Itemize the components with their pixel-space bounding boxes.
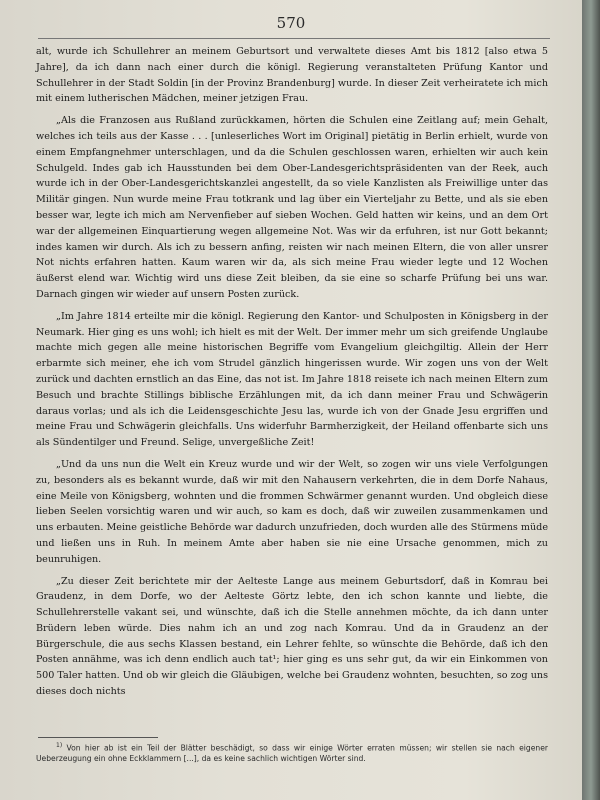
paragraph-3: „Im Jahre 1814 erteilte mir die königl. Regierung den Kantor- und Schulposten in Königsberg in der Neumark. Hier ging es uns wohl; ich hielt es mit der Welt. Der immer mehr um sich greifende Unglaube machte mich gegen alle meine historischen Begriffe vom Evangelium gleichgiltig. Allein der Herr erbarmte sich meiner, ehe ich vom Strudel gänzlich hingerissen wurde. Wir zogen uns von der Welt zurück und dachten ernstlich an das Eine, das not ist. Im Jahre 1818 reisete ich nach meinen Eltern zum Besuch und brachte Stillings biblische Erzählungen mit, da ich dann meiner Frau und Schwägerin daraus vorlas; und als ich die Leidensgeschichte Jesu las, wurde ich von der Gnade Jesu ergriffen und meine Frau und Schwägerin gleichfalls. Uns widerfuhr Barmherzigkeit, der Heiland offenbarte sich uns als Sündentilger und Freund. Selige, unvergeßliche Zeit!	[36, 310, 548, 449]
paragraph-2: „Als die Franzosen aus Rußland zurückkamen, hörten die Schulen eine Zeitlang auf; mein Gehalt, welches ich teils aus der Kasse . . . [unleserliches Wort im Original] pietätig in Berlin erhielt, wurde von einem Empfangnehmer unterschlagen, und da die Schulen geschlossen waren, erhielten wir auch kein Schulgeld. Indes gab ich Hausstunden bei dem Ober-Landesgerichtspräsidenten van der Reek, auch wurde ich in der Ober-Landesgerichtskanzlei angestellt, da so viele Kanzlisten als Freiwillige unter das Militär gingen. Nun wurde meine Frau totkrank und lag über ein Vierteljahr zu Bette, und als sie eben besser war, legte ich mich am Nervenfieber auf sieben Wochen. Geld hatten wir keins, und an dem Ort war der allgemeinen Einquartierung wegen allgemeine Not. Was wir da erfuhren, ist nur Gott bekannt; indes kamen wir durch. Als ich zu bessern anfing, reisten wir nach meinen Eltern, die von aller unsrer Not nichts erfahren hatten. Kaum waren wir da, als sich meine Frau wieder legte und 12 Wochen äußerst elend war. Wichtig wird uns diese Zeit bleiben, da sie eine so scharfe Prüfung bei uns war. Darnach gingen wir wieder auf unsern Posten zurück.	[36, 115, 548, 300]
body-text	[36, 44, 548, 706]
book-edge	[582, 0, 600, 800]
page-number: 570	[276, 14, 306, 32]
footnote-text: Von hier ab ist ein Teil der Blätter beschädigt, so dass wir einige Wörter erraten müssen; wir stellen sie nach eigener Ueberzeugung ein ohne Eckklammern [...], da es keine sachlich wichtigen Wörter sind.	[36, 743, 548, 763]
footnote-marker: 1)	[56, 742, 63, 749]
paragraph-5: „Zu dieser Zeit berichtete mir der Aelteste Lange aus meinem Geburtsdorf, daß in Komrau bei Graudenz, in dem Dorfe, wo der Aelteste Görtz lebte, den ich schon kannte und liebte, die Schullehrerstelle vakant sei, und wünschte, daß ich die Stelle annehmen möchte, da ich dann unter Brüdern leben würde. Dies nahm ich an und zog nach Komrau. Und da in Graudenz an der Bürgerschule, die aus sechs Klassen bestand, ein Lehrer fehlte, so wünschte die Behörde, daß ich den Posten annähme, was ich denn endlich auch tat¹; hier ging es uns sehr gut, da wir ein Einkommen von 500 Taler hatten. Und ob wir gleich die Gläubigen, welche bei Graudenz wohnten, besuchten, so zog uns dieses doch nichts	[36, 575, 548, 698]
footnote	[36, 741, 548, 764]
header-rule	[38, 38, 550, 39]
paragraph-1: alt, wurde ich Schullehrer an meinem Geburtsort und verwaltete dieses Amt bis 1812 [also etwa 5 Jahre], da ich dann nach einer durch die königl. Regierung veranstalteten Prüfung Kantor und Schullehrer in der Stadt Soldin [in der Provinz Brandenburg] wurde. In dieser Zeit verheiratete ich mich mit einem lutherischen Mädchen, meiner jetzigen Frau.	[36, 46, 548, 105]
footnote-rule	[38, 737, 158, 738]
paragraph-4: „Und da uns nun die Welt ein Kreuz wurde und wir der Welt, so zogen wir uns viele Verfolgungen zu, besonders als es bekannt wurde, daß wir mit den Nahausern verkehrten, die in dem Dorfe Nahaus, eine Meile von Königsberg, wohnten und die frommen Schwärmer genannt wurden. Und obgleich diese lieben Seelen vorsichtig waren und wir auch, so kam es doch, daß wir zuweilen zusammenkamen und uns erbauten. Meine geistliche Behörde war dadurch unzufrieden, doch wurden alle des Stürmens müde und ließen uns in Ruh. In meinem Amte aber haben sie nie eine Ursache genommen, mich zu beunruhigen.	[36, 458, 548, 565]
